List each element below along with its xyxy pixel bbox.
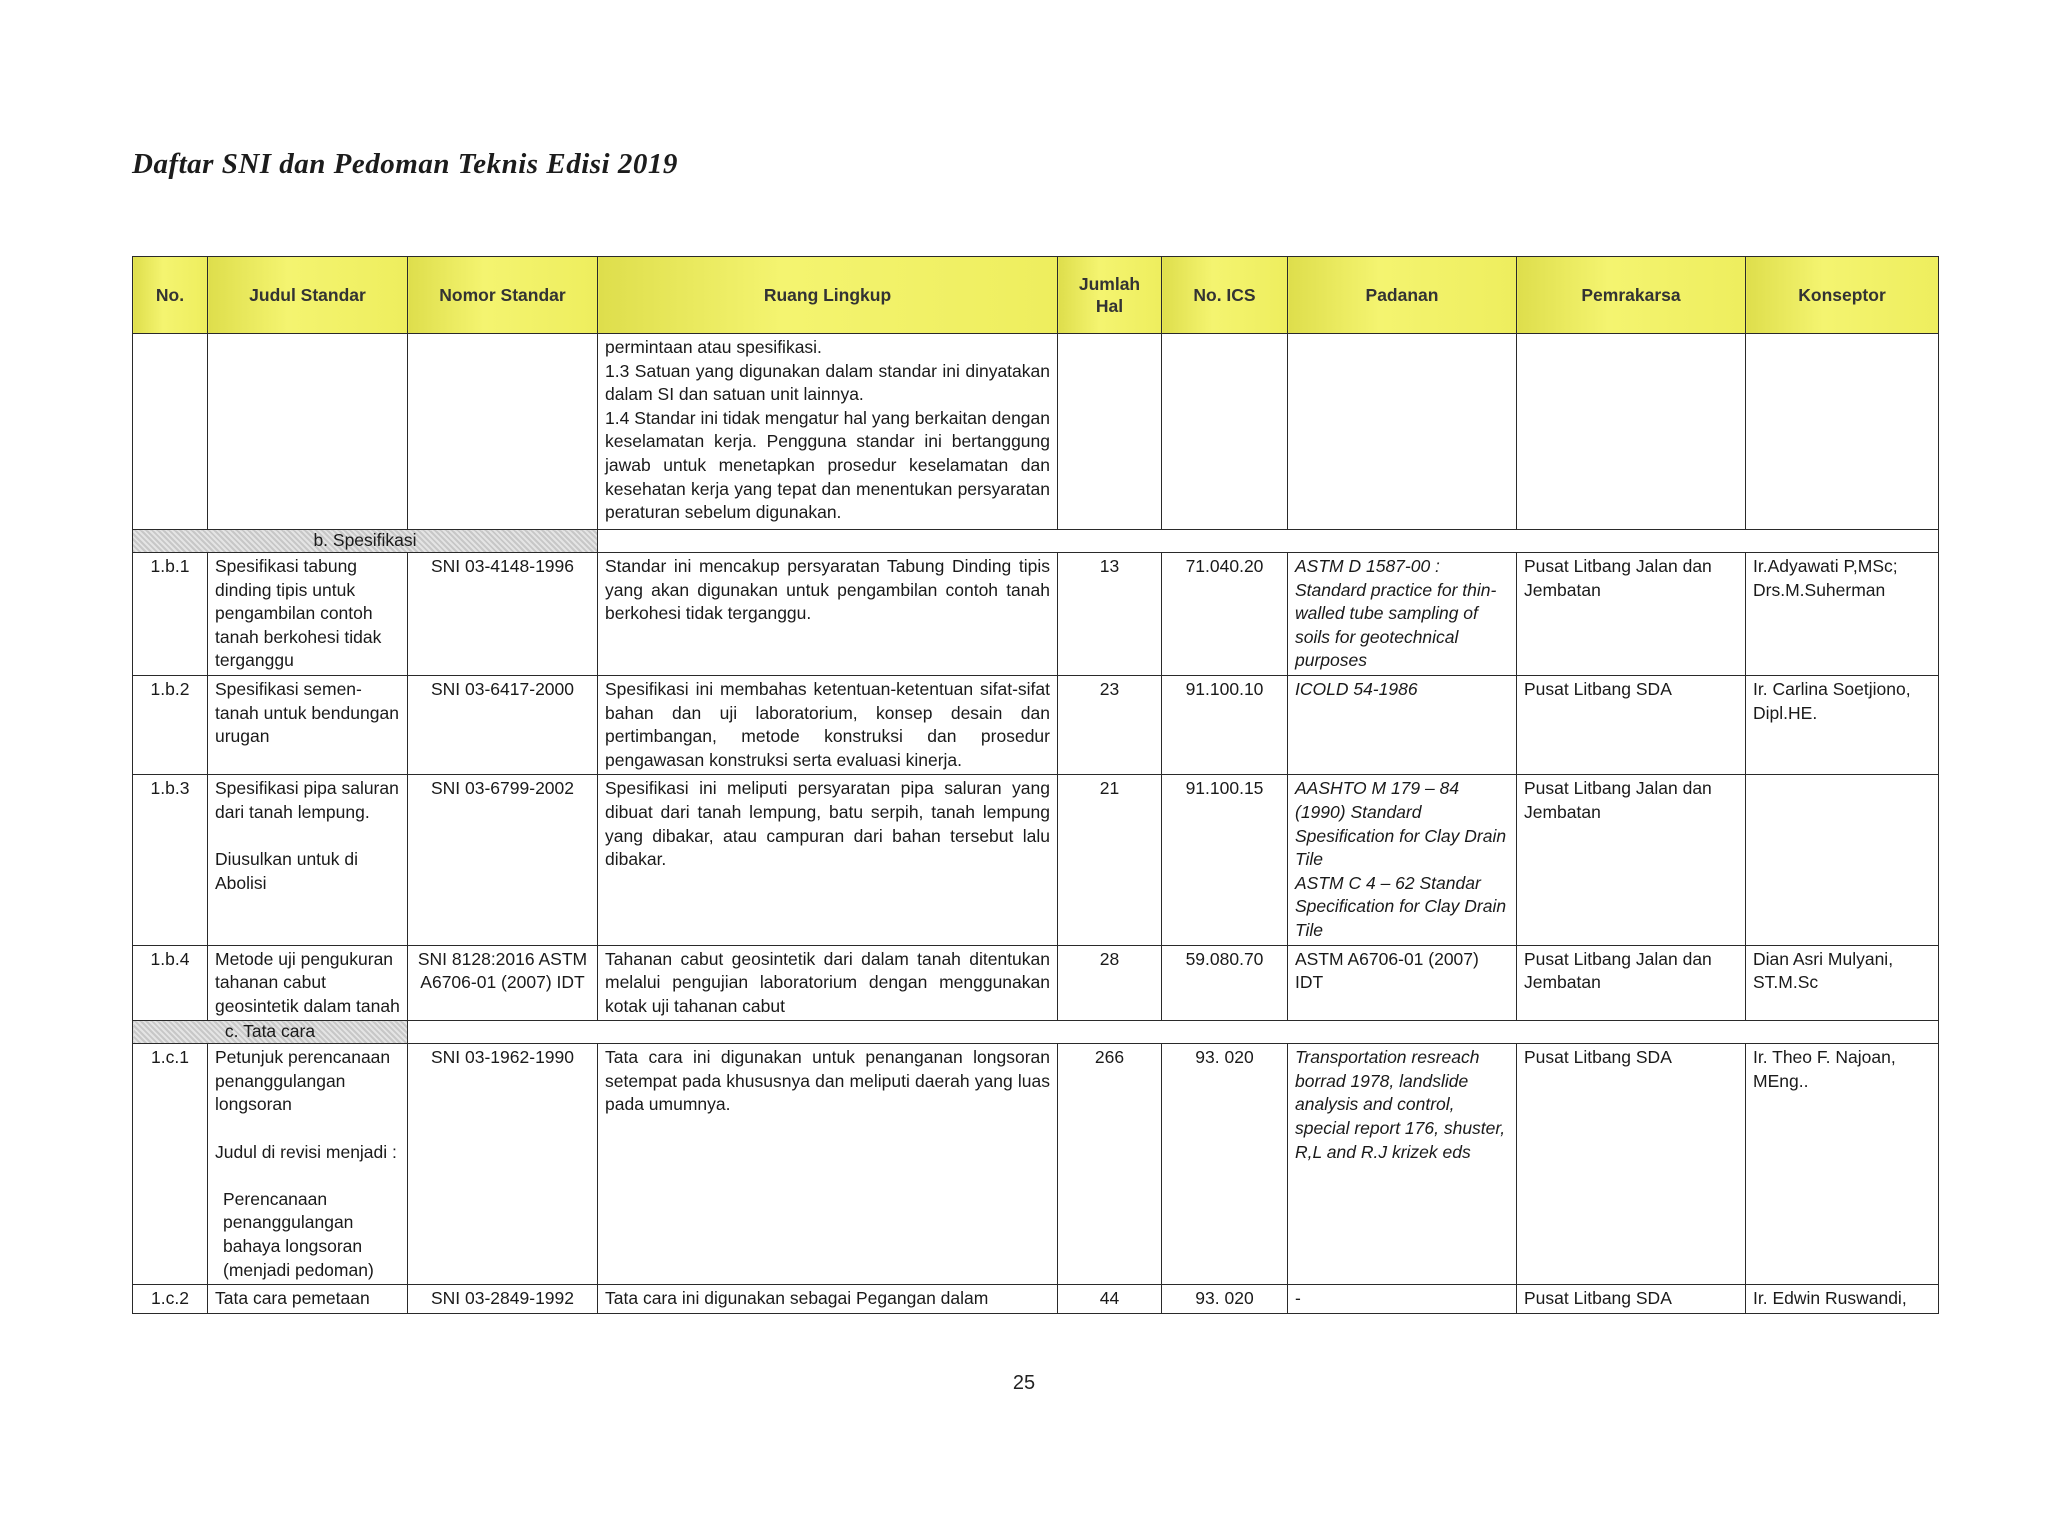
cell-ics <box>1162 334 1288 530</box>
table-row <box>133 775 1939 945</box>
table-row <box>133 1044 1939 1285</box>
section-label-spesifikasi: b. Spesifikasi <box>133 530 598 553</box>
cell-pemrakarsa: Pusat Litbang SDA <box>1517 1044 1746 1285</box>
cell-judul: Metode uji pengukuran tahanan cabut geosintetik dalam tanah <box>208 945 408 1021</box>
cell-padanan: Transportation resreach borrad 1978, landslide analysis and control, special report 176, shuster, R,L and R.J krizek eds <box>1288 1044 1517 1285</box>
judul-note: Judul di revisi menjadi : <box>215 1141 397 1162</box>
cell-ics: 91.100.10 <box>1162 675 1288 774</box>
cell-no: 1.c.1 <box>133 1044 208 1285</box>
cell-padanan: - <box>1288 1285 1517 1314</box>
header-jumlah-hal: Jumlah Hal <box>1058 257 1162 334</box>
padanan-text: AASHTO M 179 – 84 (1990) Standard Spesification for Clay Drain Tile <box>1295 778 1507 870</box>
document-title: Daftar SNI dan Pedoman Teknis Edisi 2019 <box>132 148 678 180</box>
cell-konseptor <box>1746 775 1939 945</box>
header-padanan: Padanan <box>1288 257 1517 334</box>
cell-jumlah <box>1058 334 1162 530</box>
section-blank <box>408 1021 1939 1044</box>
cell-ruang-lingkup: Standar ini mencakup persyaratan Tabung Dinding tipis yang akan digunakan untuk pengambilan contoh tanah berkohesi tidak terganggu. <box>598 553 1058 676</box>
cell-nomor: SNI 8128:2016 ASTM A6706-01 (2007) IDT <box>408 945 598 1021</box>
cell-konseptor <box>1746 334 1939 530</box>
table-row <box>133 945 1939 1021</box>
cell-jumlah: 23 <box>1058 675 1162 774</box>
table-row <box>133 675 1939 774</box>
header-ruang-lingkup: Ruang Lingkup <box>598 257 1058 334</box>
cell-ics: 59.080.70 <box>1162 945 1288 1021</box>
cell-no: 1.b.4 <box>133 945 208 1021</box>
header-no-ics: No. ICS <box>1162 257 1288 334</box>
judul-note-2: Perencanaan penanggulangan bahaya longsoran (menjadi pedoman) <box>223 1188 374 1280</box>
section-row-spesifikasi <box>133 530 1939 553</box>
judul-text: Petunjuk perencanaan penanggulangan longsoran <box>215 1047 391 1115</box>
padanan-text-2: ASTM C 4 – 62 Standar Specification for Clay Drain Tile <box>1295 872 1507 940</box>
table-row <box>133 553 1939 676</box>
section-row-tata-cara <box>133 1021 1939 1044</box>
table-header-row <box>133 257 1939 334</box>
cell-no: 1.b.1 <box>133 553 208 676</box>
cell-padanan: ASTM D 1587-00 : Standard practice for thin-walled tube sampling of soils for geotechnical purposes <box>1288 553 1517 676</box>
cell-nomor: SNI 03-6417-2000 <box>408 675 598 774</box>
cell-judul <box>208 334 408 530</box>
cell-nomor: SNI 03-2849-1992 <box>408 1285 598 1314</box>
cell-ruang-lingkup: Spesifikasi ini membahas ketentuan-ketentuan sifat-sifat bahan dan uji laboratorium, konsep desain dan pertimbangan, metode konstruksi dan prosedur pengawasan konstruksi serta evaluasi kinerja. <box>598 675 1058 774</box>
cell-konseptor: Ir. Edwin Ruswandi, <box>1746 1285 1939 1314</box>
cell-no: 1.c.2 <box>133 1285 208 1314</box>
cell-pemrakarsa: Pusat Litbang Jalan dan Jembatan <box>1517 945 1746 1021</box>
cell-konseptor: Ir. Carlina Soetjiono, Dipl.HE. <box>1746 675 1939 774</box>
cell-judul: Spesifikasi semen-tanah untuk bendungan urugan <box>208 675 408 774</box>
cell-no <box>133 334 208 530</box>
cell-pemrakarsa: Pusat Litbang Jalan dan Jembatan <box>1517 775 1746 945</box>
cell-jumlah: 28 <box>1058 945 1162 1021</box>
header-konseptor: Konseptor <box>1746 257 1939 334</box>
cell-judul: Spesifikasi tabung dinding tipis untuk pengambilan contoh tanah berkohesi tidak terganggu <box>208 553 408 676</box>
judul-text: Spesifikasi pipa saluran dari tanah lempung. <box>215 778 399 822</box>
cell-padanan: ASTM A6706-01 (2007) IDT <box>1288 945 1517 1021</box>
cell-no: 1.b.3 <box>133 775 208 945</box>
cell-ruang-lingkup: Tahanan cabut geosintetik dari dalam tanah ditentukan melalui pengujian laboratorium dengan menggunakan kotak uji tahanan cabut <box>598 945 1058 1021</box>
cell-judul <box>208 775 408 945</box>
cell-pemrakarsa: Pusat Litbang Jalan dan Jembatan <box>1517 553 1746 676</box>
cell-ruang-lingkup: Tata cara ini digunakan untuk penanganan longsoran setempat pada khususnya dan meliputi daerah yang luas pada umumnya. <box>598 1044 1058 1285</box>
cell-pemrakarsa <box>1517 334 1746 530</box>
cell-ruang-lingkup: Spesifikasi ini meliputi persyaratan pipa saluran yang dibuat dari tanah lempung, batu serpih, tanah lempung yang dibakar, atau campuran dari bahan tersebut lalu dibakar. <box>598 775 1058 945</box>
header-nomor-standar: Nomor Standar <box>408 257 598 334</box>
cell-pemrakarsa: Pusat Litbang SDA <box>1517 675 1746 774</box>
cell-nomor: SNI 03-6799-2002 <box>408 775 598 945</box>
cell-pemrakarsa: Pusat Litbang SDA <box>1517 1285 1746 1314</box>
page-number: 25 <box>1012 1372 1036 1394</box>
cell-ics: 71.040.20 <box>1162 553 1288 676</box>
cell-judul <box>208 1044 408 1285</box>
cell-ics: 91.100.15 <box>1162 775 1288 945</box>
cell-konseptor: Ir.Adyawati P,MSc; Drs.M.Suherman <box>1746 553 1939 676</box>
cell-ruang-lingkup: permintaan atau spesifikasi. 1.3 Satuan yang digunakan dalam standar ini dinyatakan dalam SI dan satuan unit lainnya. 1.4 Standar ini tidak mengatur hal yang berkaitan dengan keselamatan kerja. Pengguna standar ini bertanggung jawab untuk menetapkan prosedur keselamatan dan kesehatan kerja yang tepat dan menentukan persyaratan peraturan sebelum digunakan. <box>598 334 1058 530</box>
section-label-tata-cara: c. Tata cara <box>133 1021 408 1044</box>
cell-nomor: SNI 03-4148-1996 <box>408 553 598 676</box>
cell-judul: Tata cara pemetaan <box>208 1285 408 1314</box>
standards-table <box>132 256 1939 1314</box>
cell-nomor <box>408 334 598 530</box>
header-pemrakarsa: Pemrakarsa <box>1517 257 1746 334</box>
cell-ruang-lingkup: Tata cara ini digunakan sebagai Pegangan dalam <box>598 1285 1058 1314</box>
cell-jumlah: 13 <box>1058 553 1162 676</box>
cell-padanan <box>1288 334 1517 530</box>
cell-ics: 93. 020 <box>1162 1285 1288 1314</box>
table-row <box>133 334 1939 530</box>
cell-nomor: SNI 03-1962-1990 <box>408 1044 598 1285</box>
cell-jumlah: 21 <box>1058 775 1162 945</box>
header-judul-standar: Judul Standar <box>208 257 408 334</box>
cell-ics: 93. 020 <box>1162 1044 1288 1285</box>
section-blank <box>598 530 1939 553</box>
cell-padanan: ICOLD 54-1986 <box>1288 675 1517 774</box>
cell-jumlah: 44 <box>1058 1285 1162 1314</box>
cell-padanan <box>1288 775 1517 945</box>
judul-note: Diusulkan untuk di Abolisi <box>215 849 358 893</box>
header-no: No. <box>133 257 208 334</box>
cell-jumlah: 266 <box>1058 1044 1162 1285</box>
table-row <box>133 1285 1939 1314</box>
cell-no: 1.b.2 <box>133 675 208 774</box>
cell-konseptor: Dian Asri Mulyani, ST.M.Sc <box>1746 945 1939 1021</box>
cell-konseptor: Ir. Theo F. Najoan, MEng.. <box>1746 1044 1939 1285</box>
